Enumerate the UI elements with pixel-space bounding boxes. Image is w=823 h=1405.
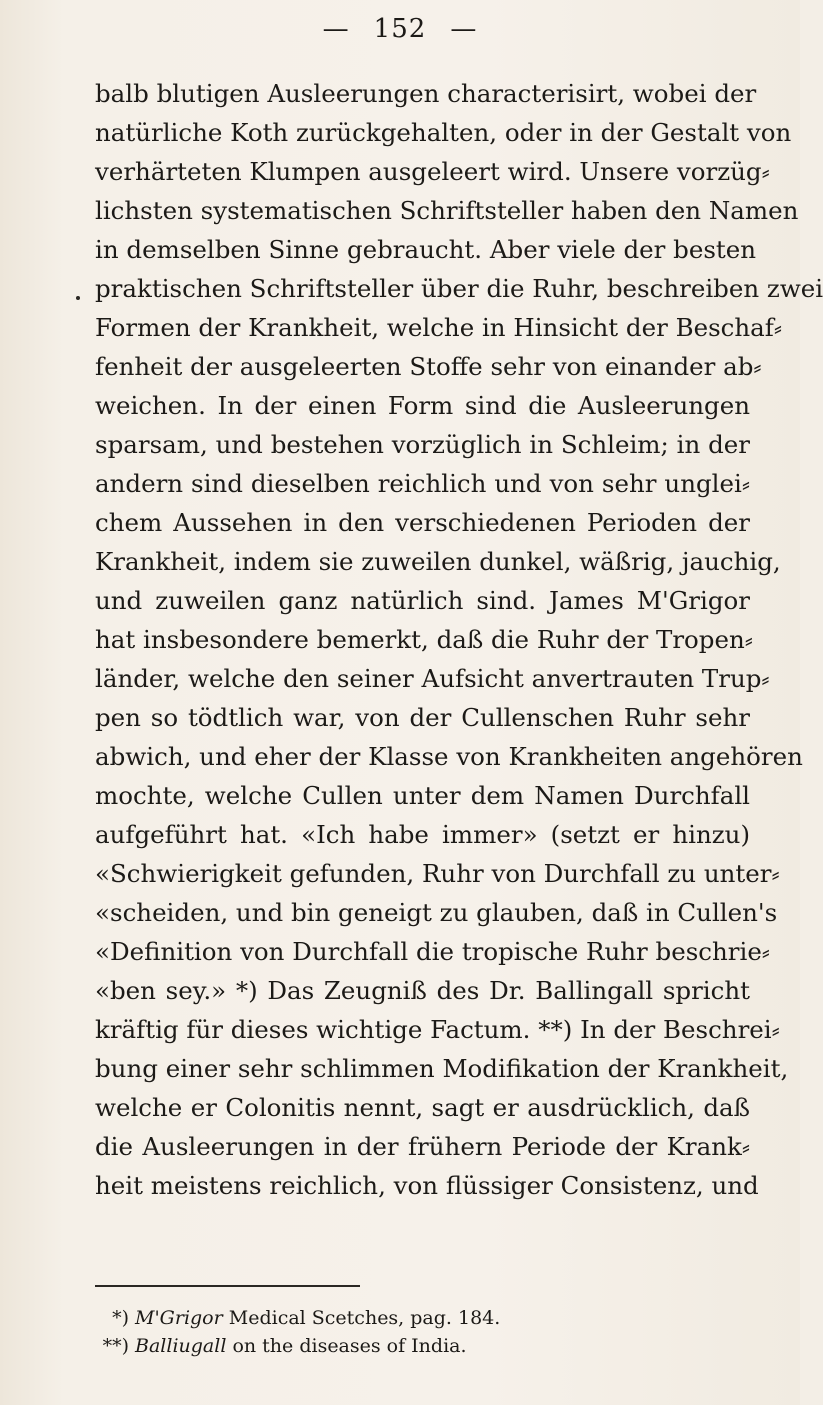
text-line: weichen. In der einen Form sind die Ausleerungen <box>95 391 750 420</box>
text-line: verhärteten Klumpen ausgeleert wird. Unsere vorzüg⸗ <box>95 157 770 186</box>
footnote-author: Balliugall <box>135 1335 227 1357</box>
text-line: pen so tödtlich war, von der Cullenschen Ruhr sehr <box>95 703 750 732</box>
text-line: kräftig für dieses wichtige Factum. **) In der Beschrei⸗ <box>95 1015 780 1044</box>
text-line: praktischen Schriftsteller über die Ruhr, beschreiben zwei <box>95 274 823 303</box>
text-line: heit meistens reichlich, von flüssiger Consistenz, und <box>95 1171 759 1200</box>
text-line: «Schwierigkeit gefunden, Ruhr von Durchfall zu unter⸗ <box>95 859 780 888</box>
footnotes <box>95 1304 750 1360</box>
text-line: Formen der Krankheit, welche in Hinsicht der Beschaf⸗ <box>95 313 782 342</box>
text-line: fenheit der ausgeleerten Stoffe sehr von einander ab⸗ <box>95 352 762 381</box>
text-line: aufgeführt hat. «Ich habe immer» (setzt er hinzu) <box>95 820 750 849</box>
text-line: natürliche Koth zurückgehalten, oder in der Gestalt von <box>95 118 792 147</box>
text-line: hat insbesondere bemerkt, daß die Ruhr der Tropen⸗ <box>95 625 753 654</box>
text-line: «ben sey.» *) Das Zeugniß des Dr. Ballingall spricht <box>95 976 750 1005</box>
text-line: chem Aussehen in den verschiedenen Perioden der <box>95 508 750 537</box>
footnote-text: on the diseases of India. <box>232 1335 467 1357</box>
text-line: Krankheit, indem sie zuweilen dunkel, wäßrig, jauchig, <box>95 547 781 576</box>
text-line: mochte, welche Cullen unter dem Namen Durchfall <box>95 781 750 810</box>
text-line: andern sind dieselben reichlich und von sehr unglei⸗ <box>95 469 750 498</box>
text-line: sparsam, und bestehen vorzüglich in Schleim; in der <box>95 430 750 459</box>
text-line: «Definition von Durchfall die tropische Ruhr beschrie⸗ <box>95 937 770 966</box>
footnote <box>95 1332 750 1360</box>
text-line: bung einer sehr schlimmen Modifikation der Krankheit, <box>95 1054 789 1083</box>
body-text <box>95 74 823 1205</box>
text-line: in demselben Sinne gebraucht. Aber viele der besten <box>95 235 757 264</box>
footnote-mark: *) <box>112 1307 129 1329</box>
footnote-divider <box>95 1285 360 1287</box>
header-dash-left: — <box>322 14 350 44</box>
text-line: «scheiden, und bin geneigt zu glauben, daß in Cullen's <box>95 898 778 927</box>
page-number: 152 <box>373 14 427 44</box>
footnote-mark: **) <box>102 1335 129 1357</box>
text-line: länder, welche den seiner Aufsicht anvertrauten Trup⸗ <box>95 664 770 693</box>
text-line: balb blutigen Ausleerungen characterisirt, wobei der <box>95 79 757 108</box>
text-line: die Ausleerungen in der frühern Periode der Krank⸗ <box>95 1132 750 1161</box>
footnote-author: M'Grigor <box>135 1307 223 1329</box>
text-line: und zuweilen ganz natürlich sind. James M'Grigor <box>95 586 750 615</box>
header-dash-right: — <box>450 14 478 44</box>
footnote <box>95 1304 750 1332</box>
text-line: abwich, und eher der Klasse von Krankheiten angehören <box>95 742 803 771</box>
footnote-text: Medical Scetches, pag. 184. <box>228 1307 501 1329</box>
page-header <box>0 14 800 44</box>
text-line: welche er Colonitis nennt, sagt er ausdrücklich, daß <box>95 1093 750 1122</box>
margin-mark <box>76 296 80 300</box>
text-line: lichsten systematischen Schriftsteller haben den Namen <box>95 196 799 225</box>
